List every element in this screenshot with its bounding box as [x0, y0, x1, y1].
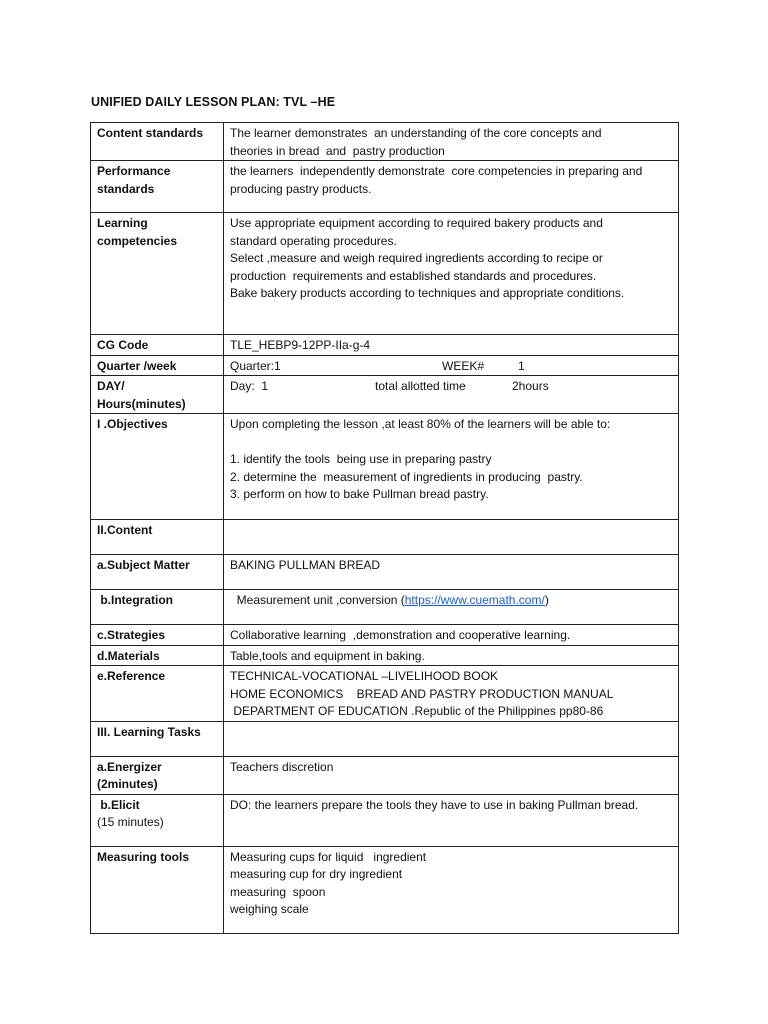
content-standards-value	[224, 123, 679, 161]
cg-code-label-text: CG Code	[97, 338, 149, 352]
competency-line: Select ,measure and weigh required ingredients according to recipe or	[230, 251, 603, 265]
cg-code-text: TLE_HEBP9-12PP-IIa-g-4	[230, 338, 371, 352]
reference-line: HOME ECONOMICS BREAD AND PASTRY PRODUCTION MANUAL	[230, 686, 614, 701]
spacer	[230, 434, 672, 452]
row-learning-competencies	[91, 213, 679, 335]
week-label: WEEK#	[442, 358, 485, 373]
row-objectives	[91, 414, 679, 520]
measuring-tools-value	[224, 846, 679, 933]
subject-matter-value	[224, 555, 679, 590]
content-standards-line: The learner demonstrates an understanding of the core concepts and	[230, 126, 602, 140]
materials-value	[224, 645, 679, 666]
competency-line: Use appropriate equipment according to required bakery products and	[230, 216, 603, 230]
row-measuring-tools	[91, 846, 679, 933]
row-elicit	[91, 794, 679, 846]
objectives-label	[91, 414, 224, 520]
learning-competencies-label-text: Learning	[97, 216, 148, 230]
row-strategies	[91, 625, 679, 646]
row-learning-tasks	[91, 721, 679, 756]
learning-competencies-label	[91, 213, 224, 335]
allotted-time-value: 2hours	[512, 379, 549, 393]
strategies-value	[224, 625, 679, 646]
integration-prefix: Measurement unit ,conversion (	[230, 593, 405, 607]
measuring-tools-label	[91, 846, 224, 933]
quarter-week-value	[224, 355, 679, 376]
quarter-week-label	[91, 355, 224, 376]
cg-code-value	[224, 335, 679, 356]
quarter-week-label-text: Quarter /week	[97, 358, 177, 373]
learning-tasks-label-text: III. Learning Tasks	[97, 724, 201, 739]
integration-label	[91, 590, 224, 625]
day-hours-value	[224, 376, 679, 414]
energizer-label	[91, 756, 224, 794]
elicit-value	[224, 794, 679, 846]
elicit-label-text: b.Elicit	[97, 797, 140, 812]
row-content	[91, 520, 679, 555]
reference-label	[91, 666, 224, 722]
day-hours-label-text: DAY/	[97, 379, 125, 393]
energizer-text: Teachers discretion	[230, 759, 334, 774]
measuring-tool-item: measuring spoon	[230, 884, 326, 899]
strategies-label-text: c.Strategies	[97, 628, 166, 642]
strategies-label	[91, 625, 224, 646]
day-value: Day: 1	[230, 379, 269, 393]
performance-standards-label-text: standards	[97, 181, 155, 196]
row-energizer	[91, 756, 679, 794]
content-label	[91, 520, 224, 555]
objectives-label-text: I .Objectives	[97, 417, 168, 431]
energizer-label-text: a.Energizer	[97, 759, 162, 774]
document-title: UNIFIED DAILY LESSON PLAN: TVL –HE	[91, 95, 336, 109]
objectives-intro: Upon completing the lesson ,at least 80% of the learners will be able to:	[230, 417, 611, 431]
objective-item: 1. identify the tools being use in preparing pastry	[230, 452, 492, 466]
elicit-label	[91, 794, 224, 846]
content-standards-label	[91, 123, 224, 161]
row-reference	[91, 666, 679, 722]
competency-line: Bake bakery products according to techniques and appropriate conditions.	[230, 286, 625, 300]
content-standards-label-text: Content standards	[97, 126, 204, 140]
reference-line: TECHNICAL-VOCATIONAL –LIVELIHOOD BOOK	[230, 669, 499, 683]
learning-competencies-value	[224, 213, 679, 335]
integration-label-text: b.Integration	[97, 593, 173, 607]
learning-tasks-value	[224, 721, 679, 756]
row-materials	[91, 645, 679, 666]
performance-standards-line: the learners independently demonstrate core competencies in preparing and	[230, 164, 643, 178]
reference-value	[224, 666, 679, 722]
objective-item: 2. determine the measurement of ingredients in producing pastry.	[230, 469, 583, 484]
objective-item: 3. perform on how to bake Pullman bread pastry.	[230, 487, 489, 501]
row-content-standards	[91, 123, 679, 161]
cg-code-label	[91, 335, 224, 356]
elicit-label-text: (15 minutes)	[97, 815, 164, 829]
performance-standards-label	[91, 161, 224, 213]
measuring-tool-item: weighing scale	[230, 902, 309, 916]
content-standards-line: theories in bread and pastry production	[230, 143, 445, 158]
measuring-tool-item: Measuring cups for liquid ingredient	[230, 849, 427, 864]
cuemath-link[interactable]: https://www.cuemath.com/	[404, 593, 545, 607]
measuring-tool-item: measuring cup for dry ingredient	[230, 867, 403, 881]
row-quarter-week	[91, 355, 679, 376]
allotted-time-label: total allotted time	[375, 379, 466, 393]
row-day-hours	[91, 376, 679, 414]
reference-line: DEPARTMENT OF EDUCATION .Republic of the Philippines pp80-86	[230, 704, 604, 718]
energizer-value	[224, 756, 679, 794]
competency-line: production requirements and established standards and procedures.	[230, 268, 597, 283]
integration-value	[224, 590, 679, 625]
week-value: 1	[518, 358, 525, 373]
day-hours-label-text: Hours(minutes)	[97, 396, 186, 411]
elicit-text: DO: the learners prepare the tools they have to use in baking Pullman bread.	[230, 797, 639, 812]
performance-standards-line: producing pastry products.	[230, 181, 372, 196]
competency-line: standard operating procedures.	[230, 233, 397, 248]
objectives-value	[224, 414, 679, 520]
integration-suffix: )	[544, 593, 549, 607]
materials-label	[91, 645, 224, 666]
row-performance-standards	[91, 161, 679, 213]
learning-tasks-label	[91, 721, 224, 756]
row-integration	[91, 590, 679, 625]
performance-standards-value	[224, 161, 679, 213]
subject-matter-label	[91, 555, 224, 590]
measuring-tools-label-text: Measuring tools	[97, 849, 190, 864]
materials-text: Table,tools and equipment in baking.	[230, 648, 425, 663]
performance-standards-label-text: Performance	[97, 164, 171, 178]
day-hours-label	[91, 376, 224, 414]
subject-matter-label-text: a.Subject Matter	[97, 558, 190, 572]
reference-label-text: e.Reference	[97, 669, 166, 683]
materials-label-text: d.Materials	[97, 648, 160, 663]
lesson-plan-table	[90, 122, 679, 934]
row-subject-matter	[91, 555, 679, 590]
content-value	[224, 520, 679, 555]
content-label-text: II.Content	[97, 523, 153, 537]
energizer-label-text: (2minutes)	[97, 777, 158, 791]
subject-matter-text: BAKING PULLMAN BREAD	[230, 558, 381, 572]
strategies-text: Collaborative learning ,demonstration and cooperative learning.	[230, 628, 571, 642]
quarter-value: Quarter:1	[230, 358, 281, 373]
row-cg-code	[91, 335, 679, 356]
learning-competencies-label-text: competencies	[97, 233, 178, 248]
